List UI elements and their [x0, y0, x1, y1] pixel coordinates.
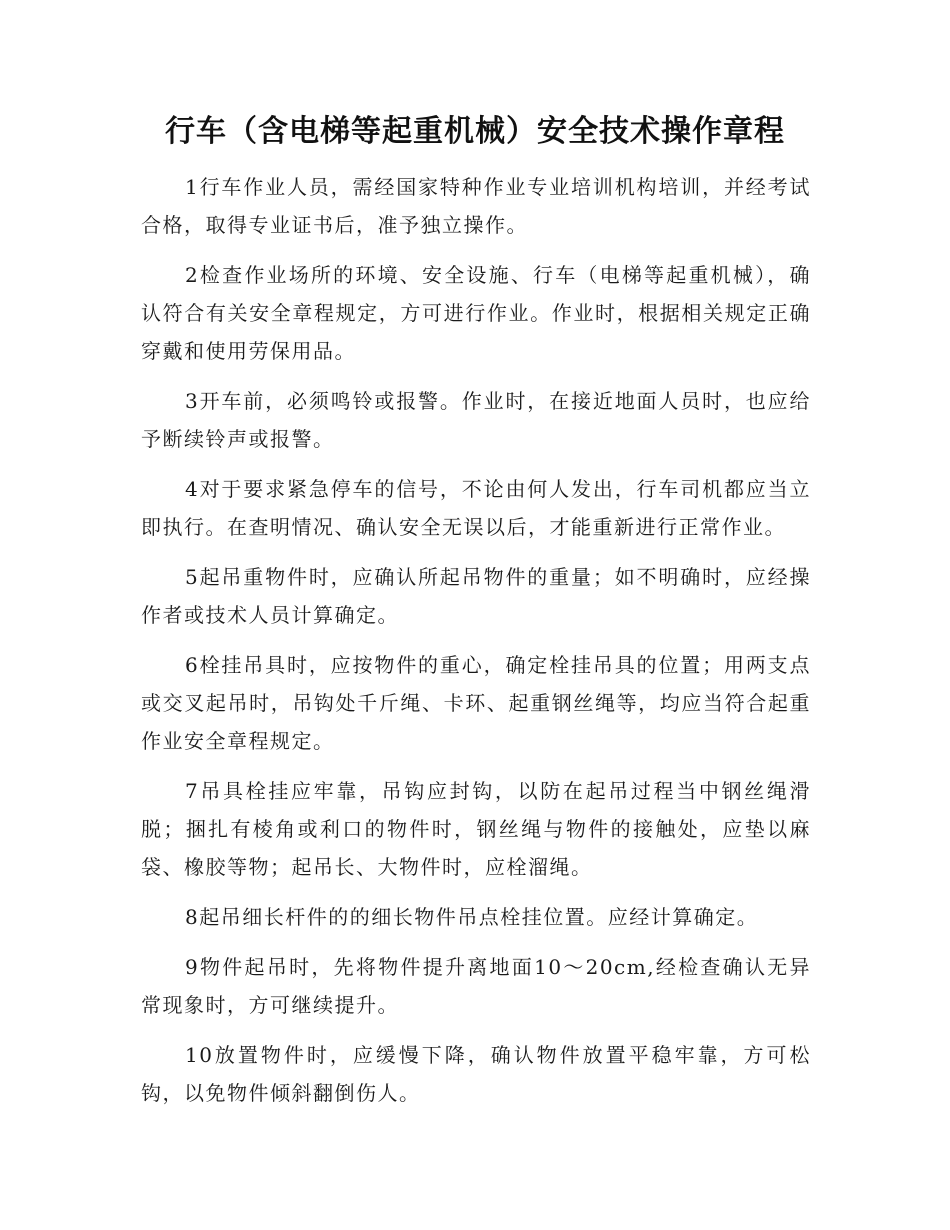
paragraph-7: 7吊具栓挂应牢靠，吊钩应封钩，以防在起吊过程当中钢丝绳滑脱；捆扎有棱角或利口的物件时，钢丝绳与物件的接触处，应垫以麻袋、橡胶等物；起吊长、大物件时，应栓溜绳。	[141, 779, 811, 879]
paragraph-3: 3开车前，必须鸣铃或报警。作业时，在接近地面人员时，也应给予断续铃声或报警。	[141, 389, 811, 451]
paragraph-5: 5起吊重物件时，应确认所起吊物件的重量；如不明确时，应经操作者或技术人员计算确定。	[141, 565, 811, 627]
paragraph-9: 9物件起吊时，先将物件提升离地面10～20cm,经检查确认无异常现象时，方可继续提升。	[141, 955, 811, 1017]
paragraph-1: 1行车作业人员，需经国家特种作业专业培训机构培训，并经考试合格，取得专业证书后，准予独立操作。	[141, 175, 811, 237]
paragraph-2: 2检查作业场所的环境、安全设施、行车（电梯等起重机械），确认符合有关安全章程规定，方可进行作业。作业时，根据相关规定正确穿戴和使用劳保用品。	[141, 263, 811, 363]
document-title: 行车（含电梯等起重机械）安全技术操作章程	[165, 114, 785, 149]
document-body	[141, 168, 811, 1124]
paragraph-6: 6栓挂吊具时，应按物件的重心，确定栓挂吊具的位置；用两支点或交叉起吊时，吊钩处千斤绳、卡环、起重钢丝绳等，均应当符合起重作业安全章程规定。	[141, 653, 811, 753]
paragraph-10: 10放置物件时，应缓慢下降，确认物件放置平稳牢靠，方可松钩，以免物件倾斜翻倒伤人。	[141, 1043, 811, 1105]
paragraph-4: 4对于要求紧急停车的信号，不论由何人发出，行车司机都应当立即执行。在查明情况、确认安全无误以后，才能重新进行正常作业。	[141, 477, 811, 539]
paragraph-8: 8起吊细长杆件的的细长物件吊点栓挂位置。应经计算确定。	[185, 905, 759, 929]
